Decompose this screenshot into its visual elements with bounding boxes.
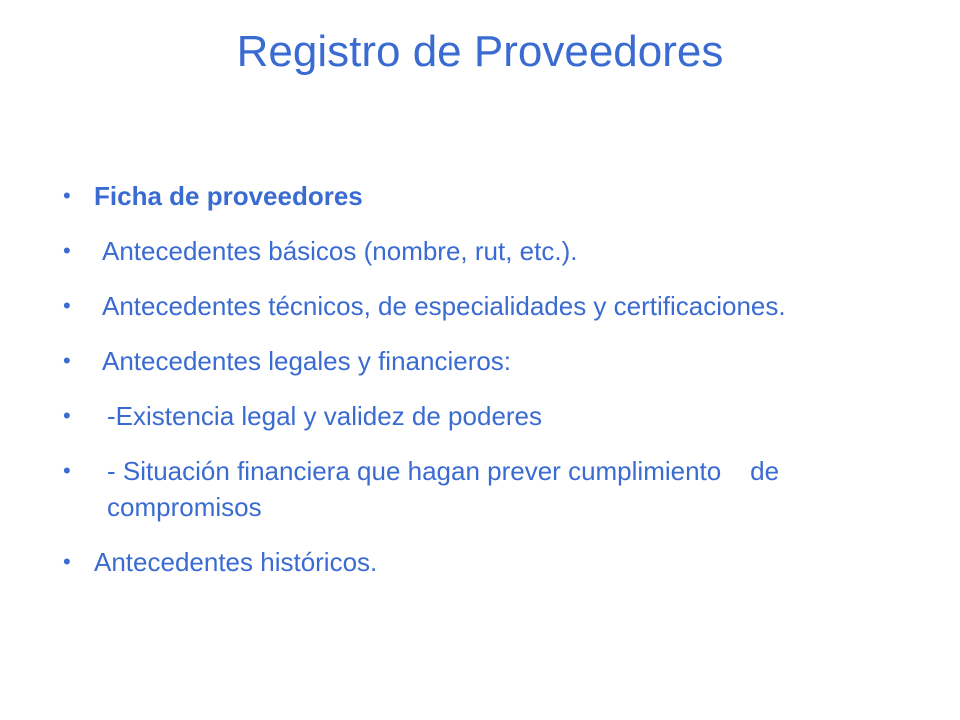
bullet-dot-icon: • <box>63 458 71 483</box>
slide-title: Registro de Proveedores <box>236 27 724 76</box>
bullet-text: Antecedentes legales y financieros: <box>102 346 512 376</box>
bullet-text: Antecedentes históricos. <box>94 547 378 577</box>
bullet-text: Ficha de proveedores <box>94 181 363 211</box>
bullet-item <box>60 453 900 525</box>
bullet-dot-icon: • <box>63 183 71 208</box>
bullet-dot-icon: • <box>63 238 71 263</box>
bullet-item <box>60 288 900 324</box>
bullet-text: Antecedentes técnicos, de especialidades y certificaciones. <box>102 291 786 321</box>
bullet-item <box>60 233 900 269</box>
bullet-item <box>60 398 900 434</box>
bullet-text: -Existencia legal y validez de poderes <box>107 401 543 431</box>
bullet-text: Antecedentes básicos (nombre, rut, etc.). <box>102 236 578 266</box>
bullet-item <box>60 544 900 580</box>
bullet-item <box>60 343 900 379</box>
bullet-item <box>60 178 900 214</box>
bullet-dot-icon: • <box>63 293 71 318</box>
bullet-list <box>60 178 900 599</box>
bullet-dot-icon: • <box>63 348 71 373</box>
bullet-text: - Situación financiera que hagan prever cumplimiento de compromisos <box>107 456 787 522</box>
bullet-dot-icon: • <box>63 403 71 428</box>
bullet-dot-icon: • <box>63 549 71 574</box>
